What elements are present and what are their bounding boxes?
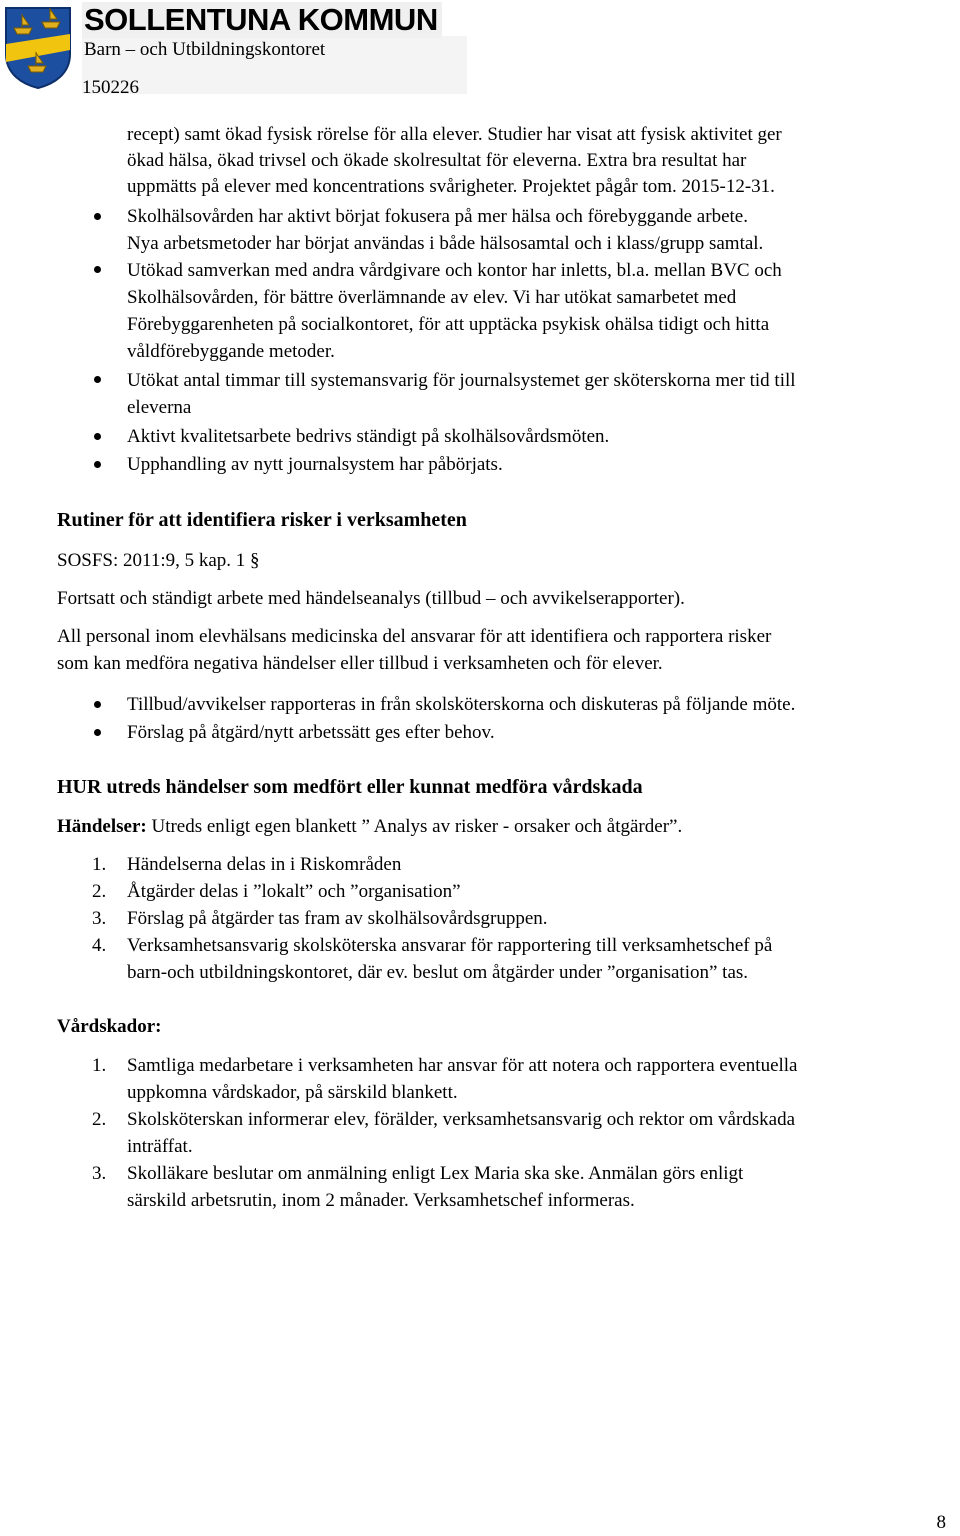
document-date: 150226 [82,77,139,98]
paragraph-line: som kan medföra negativa händelser eller tillbud i verksamheten och för elever. [57,653,663,674]
list-item: inträffat. [127,1136,193,1157]
list-item: Skolsköterskan informerar elev, förälder, verksamhetsansvarig och rektor om vårdskada [127,1109,796,1130]
list-item: Samtliga medarbetare i verksamheten har ansvar för att notera och rapportera eventuella [127,1055,798,1076]
list-item: uppkomna vårdskador, på särskild blankett. [127,1082,458,1103]
list-item: Aktivt kvalitetsarbete bedrivs ständigt på skolhälsovårdsmöten. [127,426,610,447]
bullet-icon [94,376,101,383]
list-item: särskild arbetsrutin, inom 2 månader. Verksamhetschef informeras. [127,1190,635,1211]
paragraph: Fortsatt och ständigt arbete med händelseanalys (tillbud – och avvikelserapporter). [57,588,685,609]
municipal-crest-icon [2,4,74,90]
list-item: Utökad samverkan med andra vårdgivare och kontor har inletts, bl.a. mellan BVC och [127,260,782,281]
list-item: Förebyggarenheten på socialkontoret, för att upptäcka psykisk ohälsa tidigt och hitta [127,314,770,335]
list-item: Skolhälsovården har aktivt börjat fokusera på mer hälsa och förebyggande arbete. [127,206,748,227]
list-number: 2. [92,1109,107,1130]
bullet-icon [94,701,101,708]
organization-name: SOLLENTUNA KOMMUN [82,2,442,38]
section-heading: HUR utreds händelser som medfört eller kunnat medföra vårdskada [57,776,643,798]
list-item: Upphandling av nytt journalsystem har påbörjats. [127,454,503,475]
list-number: 1. [92,854,107,875]
list-item: Utökat antal timmar till systemansvarig för journalsystemet ger sköterskorna mer tid till [127,370,796,391]
list-item: barn-och utbildningskontoret, där ev. beslut om åtgärder under ”organisation” tas. [127,962,749,983]
department-name: Barn – och Utbildningskontoret [84,39,326,60]
list-item: Tillbud/avvikelser rapporteras in från skolsköterskorna och diskuteras på följande möte. [127,694,796,715]
list-number: 4. [92,935,107,956]
list-item: Skolhälsovården, för bättre överlämnande av elev. Vi har utökat samarbetet med [127,287,737,308]
bullet-icon [94,266,101,273]
text-line: uppmätts på elever med koncentrations svårigheter. Projektet pågår tom. 2015-12-31. [127,176,775,197]
section-heading: Rutiner för att identifiera risker i verksamheten [57,509,467,531]
list-item: Åtgärder delas i ”lokalt” och ”organisation” [127,881,461,902]
list-number: 2. [92,881,107,902]
list-number: 1. [92,1055,107,1076]
paragraph-line: All personal inom elevhälsans medicinska del ansvarar för att identifiera och rapportera risker [57,626,772,647]
list-number: 3. [92,908,107,929]
page-number: 8 [936,1512,946,1533]
text-line: ökad hälsa, ökad trivsel och ökade skolresultat för eleverna. Extra bra resultat har [127,150,747,171]
bullet-icon [94,729,101,736]
list-item: Förslag på åtgärd/nytt arbetssätt ges efter behov. [127,722,495,743]
list-item: våldförebyggande metoder. [127,341,335,362]
list-item: Verksamhetsansvarig skolsköterska ansvarar för rapportering till verksamhetschef på [127,935,773,956]
bullet-icon [94,461,101,468]
regulation-reference: SOSFS: 2011:9, 5 kap. 1 § [57,550,260,571]
list-item: Skolläkare beslutar om anmälning enligt Lex Maria ska ske. Anmälan görs enligt [127,1163,744,1184]
list-item: Nya arbetsmetoder har börjat användas i både hälsosamtal och i klass/grupp samtal. [127,233,764,254]
events-label: Händelser: [57,816,147,837]
list-item: Förslag på åtgärder tas fram av skolhälsovårdsgruppen. [127,908,548,929]
events-text: Utreds enligt egen blankett ” Analys av risker - orsaker och åtgärder”. [146,816,683,837]
list-number: 3. [92,1163,107,1184]
list-item: eleverna [127,397,192,418]
text-line: recept) samt ökad fysisk rörelse för alla elever. Studier har visat att fysisk aktivitet ger [127,124,782,145]
section-heading: Vårdskador: [57,1016,162,1037]
bullet-icon [94,433,101,440]
letterhead [0,0,470,100]
bullet-icon [94,213,101,220]
list-item: Händelserna delas in i Riskområden [127,854,402,875]
events-paragraph [57,815,682,839]
